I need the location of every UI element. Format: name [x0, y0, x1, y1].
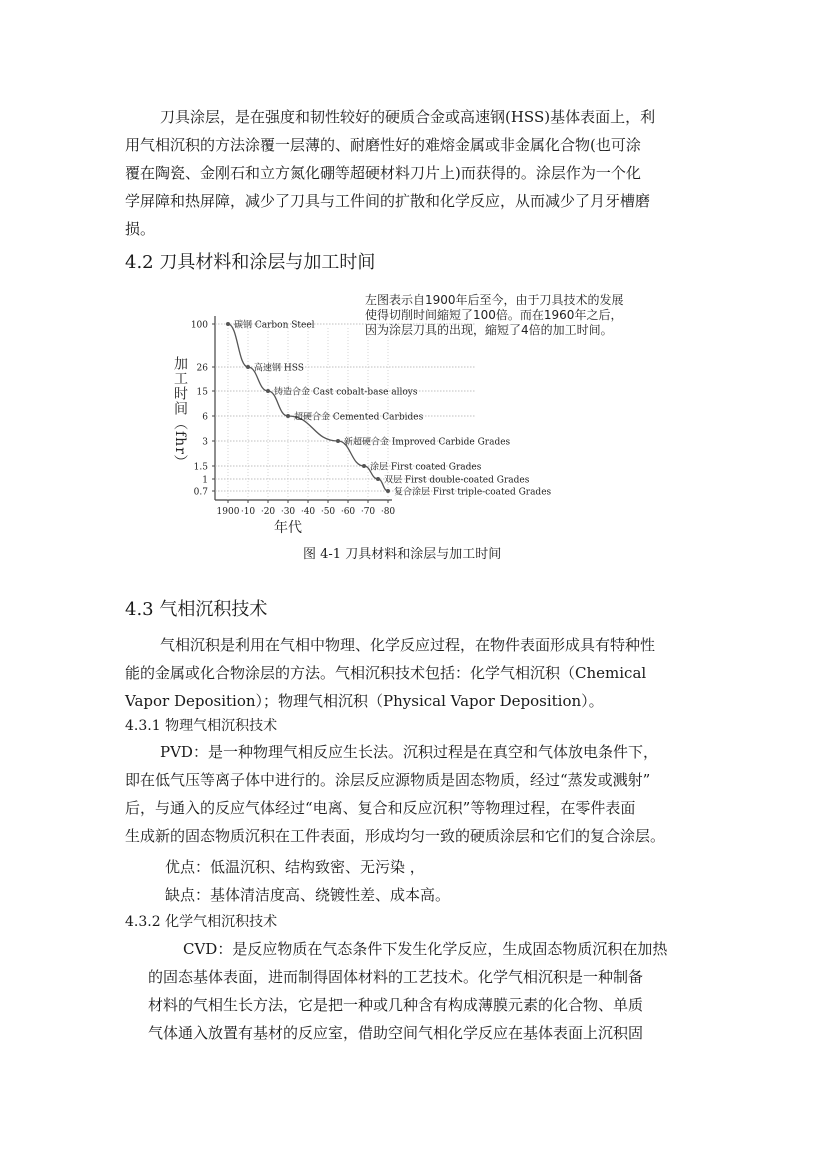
section-4-3-1-line: 后，与通入的反应气体经过“电离、复合和反应沉积”等物理过程，在零件表面 [125, 799, 636, 817]
section-4-3-line: Vapor Deposition）；物理气相沉积（Physical Vapor Deposition）。 [125, 692, 604, 710]
x-axis-label: 年代 [274, 520, 302, 536]
section-4-3-2-title: 4.3.2 化学气相沉积技术 [125, 914, 278, 930]
figure-note-line: 因为涂层刀具的出现，縮短了4倍的加工时间。 [365, 323, 613, 337]
section-4-3-title: 4.3 气相沉积技术 [125, 599, 268, 620]
data-point-label: 涂层 First coated Grades [370, 462, 482, 473]
data-point-label: 碳钢 Carbon Steel [234, 320, 315, 331]
section-4-3-2-line: 材料的气相生长方法，它是把一种或几种含有构成薄膜元素的化合物、单质 [148, 996, 644, 1014]
x-tick-label: ·10 [240, 507, 256, 517]
data-point-label: 超硬合金 Cemented Carbides [294, 412, 424, 423]
y-tick-label: 1.5 [193, 462, 208, 473]
figure-caption: 图 4-1 刀具材料和涂层与加工时间 [303, 547, 502, 562]
intro-line: 学屏障和热屏障，减少了刀具与工件间的扩散和化学反应，从而减少了月牙槽磨 [125, 192, 651, 210]
y-tick-label: 15 [196, 387, 208, 398]
data-point-label: 双层 First double-coated Grades [384, 475, 530, 486]
data-point [286, 414, 290, 418]
x-tick-label: ·80 [380, 507, 396, 517]
y-tick-label: 6 [202, 412, 208, 423]
y-axis-label: 加工时间（fhr） [172, 356, 188, 470]
data-point-label: 复合涂层 First triple-coated Grades [394, 487, 552, 498]
data-point [266, 389, 270, 393]
data-point [246, 365, 250, 369]
data-point [336, 439, 340, 443]
section-4-3-2-line: 的固态基体表面，进而制得固体材料的工艺技术。化学气相沉积是一种制备 [148, 968, 644, 986]
data-point-label: 铸造合金 Cast cobalt-base alloys [274, 387, 418, 398]
y-tick-label: 1 [202, 475, 208, 486]
y-tick-label: 3 [202, 437, 208, 448]
section-4-3-1-line: PVD：是一种物理气相反应生长法。沉积过程是在真空和气体放电条件下， [160, 743, 658, 761]
data-point [226, 322, 230, 326]
section-4-3-1-line: 生成新的固态物质沉积在工件表面，形成均匀一致的硬质涂层和它们的复合涂层。 [125, 827, 666, 845]
figure-note-line: 使得切削时间縮短了100倍。而在1960年之后， [365, 308, 623, 322]
data-point [376, 477, 380, 481]
section-4-2-title: 4.2 刀具材料和涂层与加工时间 [125, 252, 376, 273]
data-point-label: 新超硬合金 Improved Carbide Grades [344, 437, 511, 448]
y-tick-label: 0.7 [193, 487, 208, 498]
intro-line: 损。 [125, 220, 156, 238]
x-tick-label: ·70 [360, 507, 376, 517]
figure-4-1 [160, 288, 720, 538]
advantages-line: 优点：低温沉积、结构致密、无污染 ， [165, 858, 425, 876]
x-tick-label: ·20 [260, 507, 276, 517]
section-4-3-1-line: 即在低气压等离子体中进行的。涂层反应源物质是固态物质，经过“蒸发或溅射” [125, 771, 651, 789]
data-point [362, 464, 366, 468]
section-4-3-1-title: 4.3.1 物理气相沉积技术 [125, 718, 278, 734]
figure-note [365, 293, 624, 338]
disadvantages-line: 缺点：基体清洁度高、绕镀性差、成本高。 [165, 886, 451, 904]
section-4-3-2-line: CVD：是反应物质在气态条件下发生化学反应，生成固态物质沉积在加热 [183, 940, 668, 958]
data-point-label: 高速钢 HSS [254, 363, 304, 374]
intro-line: 刀具涂层，是在强度和韧性较好的硬质合金或高速钢(HSS)基体表面上，利 [160, 108, 656, 126]
figure-note-line: 左图表示自1900年后至今，由于刀具技术的发展 [365, 293, 624, 307]
x-tick-label: ·40 [300, 507, 316, 517]
section-4-3-line: 能的金属或化合物涂层的方法。气相沉积技术包括：化学气相沉积（Chemical [125, 664, 647, 682]
data-point [386, 489, 390, 493]
section-4-3-line: 气相沉积是利用在气相中物理、化学反应过程，在物件表面形成具有特种性 [160, 636, 656, 654]
x-tick-label: ·30 [280, 507, 296, 517]
intro-line: 覆在陶瓷、金刚石和立方氮化硼等超硬材料刀片上)而获得的。涂层作为一个化 [125, 164, 641, 182]
x-tick-label: ·50 [320, 507, 336, 517]
intro-line: 用气相沉积的方法涂覆一层薄的、耐磨性好的难熔金属或非金属化合物(也可涂 [125, 136, 641, 154]
y-tick-label: 26 [196, 363, 208, 374]
section-4-3-2-line: 气体通入放置有基材的反应室，借助空间气相化学反应在基体表面上沉积固 [148, 1024, 644, 1042]
y-tick-label: 100 [190, 320, 208, 331]
x-tick-label: 1900 [216, 507, 240, 517]
x-tick-label: ·60 [340, 507, 356, 517]
